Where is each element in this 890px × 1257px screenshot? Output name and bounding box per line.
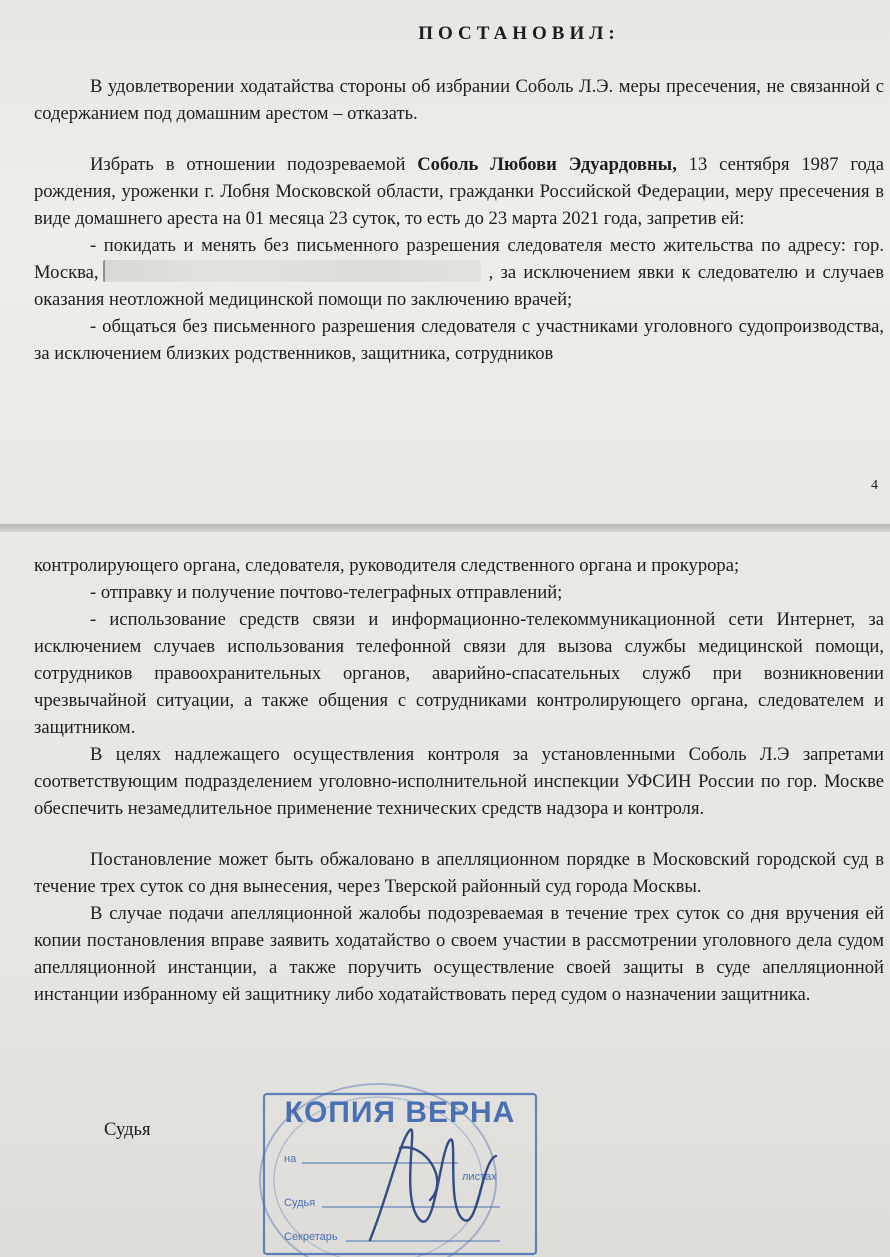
restriction-item-residence xyxy=(34,232,884,313)
paragraph-refusal: В удовлетворении ходатайства стороны об избрании Соболь Л.Э. меры пресечения, не связанной с содержанием под домашним арестом – отказать. xyxy=(34,76,884,124)
page-seam xyxy=(0,524,890,532)
page-number: 4 xyxy=(871,478,878,493)
paragraph-measure-start: Избрать в отношении подозреваемой xyxy=(90,154,418,175)
spacer xyxy=(34,822,884,846)
stamp-title: КОПИЯ ВЕРНА xyxy=(284,1096,516,1129)
spacer xyxy=(34,532,884,552)
paragraph-complaint: В случае подачи апелляционной жалобы подозреваемая в течение трех суток со дня вручения ей копии постановления вправе заявить ходатайство о своем участии в рассмотрении уголовного дела судом апелляционной инстанции, а также поручить осуществление своей защиты в суде апелляционной инстанции избранному ей защитнику либо ходатайствовать перед судом о назначении защитника. xyxy=(34,903,884,1005)
copy-certified-stamp xyxy=(250,1070,550,1257)
restriction-item-mail: - отправку и получение почтово-телеграфных отправлений; xyxy=(90,582,563,603)
document-page-1 xyxy=(0,0,890,524)
stamp-line-sudya: Судья xyxy=(284,1197,316,1209)
restriction-item-residence-start: - покидать и менять без письменного разрешения следователя место жительства по адресу: гор. Москва, xyxy=(34,235,884,283)
stamp-line-sekretar: Секретарь xyxy=(284,1231,338,1243)
resolution-heading: ПОСТАНОВИЛ: xyxy=(418,23,620,44)
signature-scribble xyxy=(370,1129,496,1240)
suspect-name: Соболь Любови Эдуардовны, xyxy=(417,154,677,175)
paragraph-measure xyxy=(34,151,884,232)
spacer xyxy=(34,127,884,151)
restriction-continuation: контролирующего органа, следователя, руководителя следственного органа и прокурора; xyxy=(34,555,740,576)
redacted-address xyxy=(103,260,481,282)
judge-label: Судья xyxy=(104,1119,151,1140)
stamp-line-na: на xyxy=(284,1153,297,1165)
restriction-item-internet: - использование средств связи и информационно-телекоммуникационной сети Интернет, за исключением случаев использования телефонной связи для вызова службы медицинской помощи, сотрудников правоохранительных органов, аварийно-спасательных служб при возникновении чрезвычайной ситуации, а также общения с сотрудниками контролирующего органа, следователем и защитником. xyxy=(34,609,884,738)
paragraph-measure-end: 13 сентября 1987 года рождения, уроженки г. Лобня Московской области, гражданки Российской Федерации, меру пресечения в виде домашнего ареста на 01 месяца 23 суток, то есть до 23 марта 2021 года, запретив ей: xyxy=(34,154,884,229)
restriction-item-communication: - общаться без письменного разрешения следователя с участниками уголовного судопроизводства, за исключением близких родственников, защитника, сотрудников xyxy=(34,316,884,364)
paragraph-control: В целях надлежащего осуществления контроля за установленными Соболь Л.Э запретами соответствующим подразделением уголовно-исполнительной инспекции УФСИН России по гор. Москве обеспечить незамедлительное применение технических средств надзора и контроля. xyxy=(34,744,884,819)
stamp-line-listah: листах xyxy=(462,1171,497,1183)
restriction-item-residence-end: , за исключением явки к следователю и случаев оказания неотложной медицинской помощи по заключению врачей; xyxy=(34,262,884,310)
paragraph-appeal: Постановление может быть обжаловано в апелляционном порядке в Московский городской суд в течение трех суток со дня вынесения, через Тверской районный суд города Москвы. xyxy=(34,849,884,897)
